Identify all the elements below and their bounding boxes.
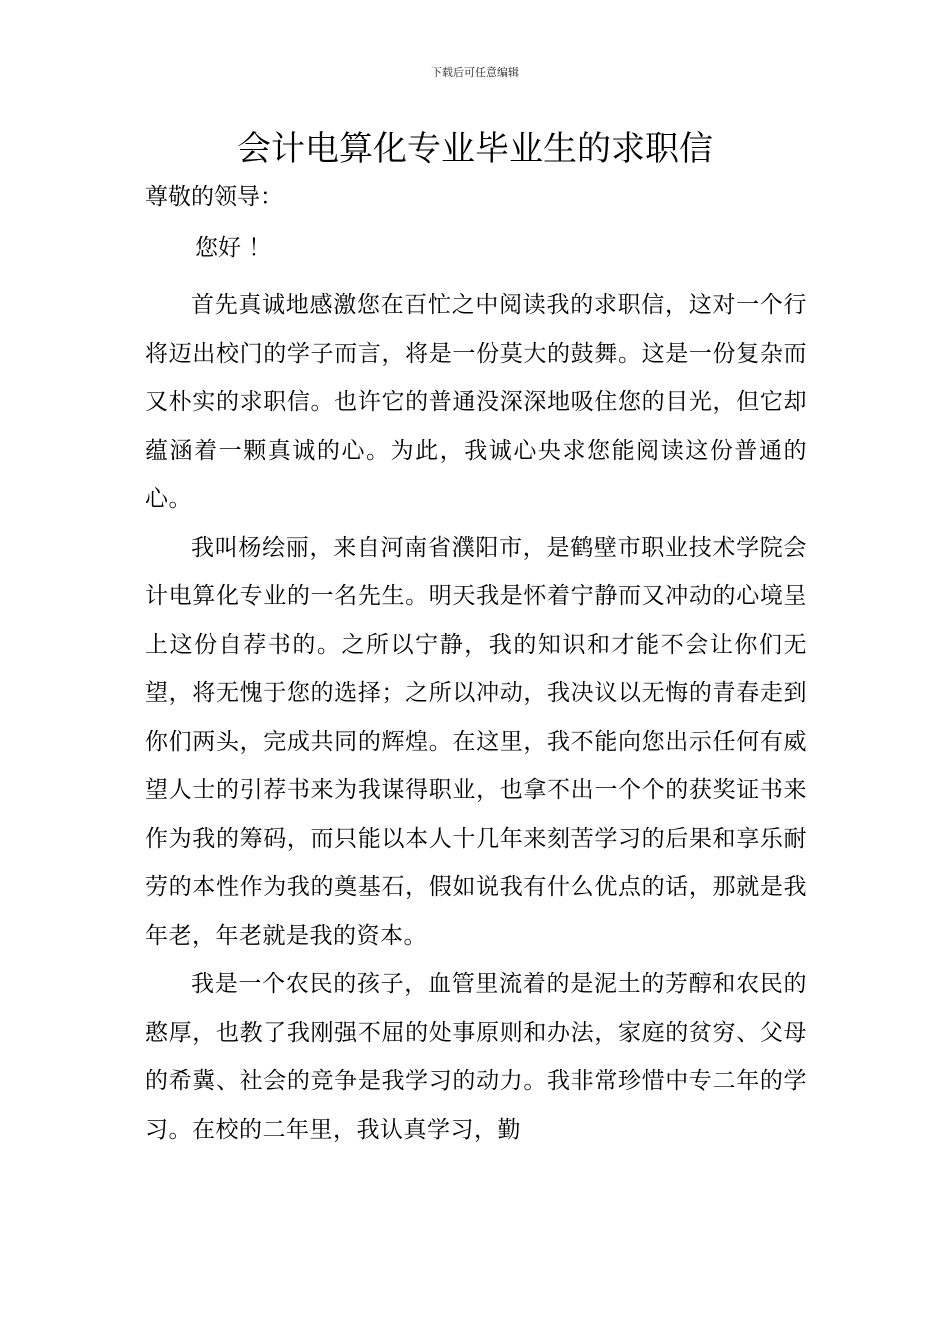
page-header-note: 下载后可任意编辑: [431, 66, 519, 79]
letter-body: [145, 281, 807, 1154]
paragraph-2: 我叫杨绘丽，来自河南省濮阳市，是鹤壁市职业技术学院会计电算化专业的一名先生。明天我是怀着宁静而又冲动的心境呈上这份自荐书的。之所以宁静，我的知识和才能不会让你们无望，将无愧于您的选择；之所以冲动，我决议以无悔的青春走到你们两头，完成共同的辉煌。在这里，我不能向您出示任何有威望人士的引荐书来为我谋得职业，也拿不出一个个的获奖证书来作为我的筹码，而只能以本人十几年来刻苦学习的后果和享乐耐劳的本性作为我的奠基石，假如说我有什么优点的话，那就是我年老，年老就是我的资本。: [145, 534, 807, 949]
greeting: 您好 ！: [195, 235, 272, 261]
salutation: 尊敬的领导：: [145, 184, 283, 210]
paragraph-3: 我是一个农民的孩子，血管里流着的是泥土的芳醇和农民的憨厚，也教了我刚强不屈的处事原则和办法，家庭的贫穷、父母的希冀、社会的竞争是我学习的动力。我非常珍惜中专二年的学习。在校的二年里，我认真学习，勤: [145, 971, 807, 1143]
paragraph-1: 首先真诚地感激您在百忙之中阅读我的求职信，这对一个行将迈出校门的学子而言，将是一份莫大的鼓舞。这是一份复杂而又朴实的求职信。也许它的普通没深深地吸住您的目光，但它却蕴涵着一颗真诚的心。为此，我诚心央求您能阅读这份普通的心。: [145, 292, 807, 512]
document-title: 会计电算化专业毕业生的求职信: [237, 129, 713, 169]
